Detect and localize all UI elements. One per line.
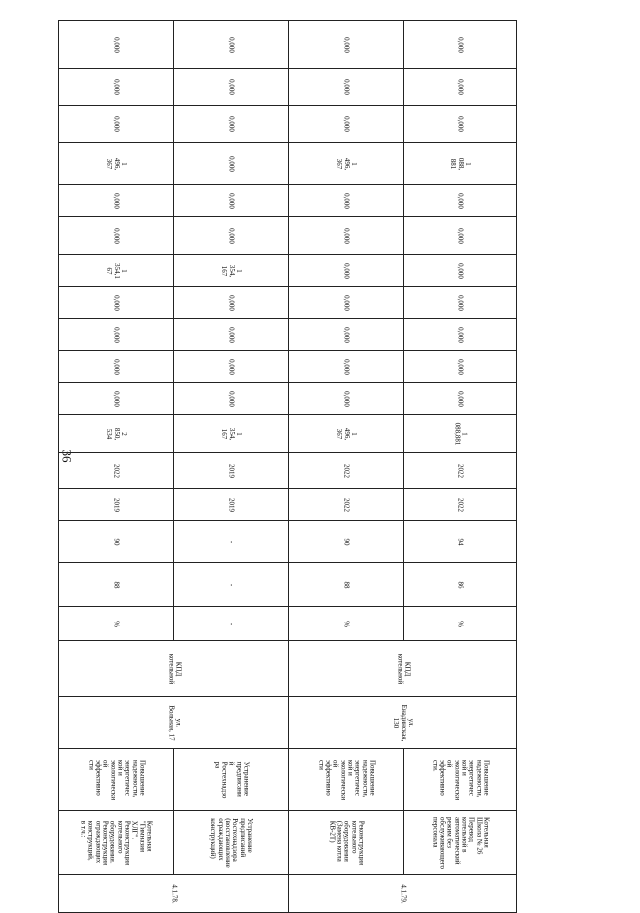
cell: 0,000 — [174, 217, 289, 255]
cell: 0,000 — [59, 319, 174, 351]
cell: 0,000 — [174, 143, 289, 185]
year-end-cell: 2022 — [59, 453, 174, 489]
cell: 0,000 — [59, 21, 174, 69]
object-cell: Реконструкция котельного оборудования (Замена котла КВ-2Т) — [289, 811, 404, 875]
cell: 0,000 — [404, 106, 517, 143]
event-cell: Повышение надежности, энергетичес кой и экологически ой эффективно сти — [289, 749, 404, 811]
year-end-cell: 2022 — [289, 453, 404, 489]
cell: 0,000 — [289, 319, 404, 351]
cell: 0,000 — [404, 255, 517, 287]
cell: 0,000 — [289, 287, 404, 319]
unit-cell: % — [289, 607, 404, 641]
indicator-cell: КПД котельной — [59, 641, 289, 697]
cell: 1 496, 367 — [289, 143, 404, 185]
page-number: 36 — [59, 449, 75, 463]
cell: 0,000 — [289, 383, 404, 415]
object-cell: Устранение предписаний Ростехнадзора (восстановление ограждающих конструкций) — [174, 811, 289, 875]
total-cell: 2 850, 534 — [59, 415, 174, 453]
before-cell: - — [174, 563, 289, 607]
total-cell: 1 354, 167 — [174, 415, 289, 453]
after-cell: - — [174, 521, 289, 563]
row-number-cell: 4.1.79. — [289, 875, 517, 913]
cell: 0,000 — [404, 185, 517, 217]
event-cell: Повышение надежности, энергетичес кой и экологически ой эффективно сти. — [404, 749, 517, 811]
unit-cell: - — [174, 607, 289, 641]
cell: 0,000 — [404, 217, 517, 255]
cell: 0,000 — [174, 351, 289, 383]
after-cell: 94 — [404, 521, 517, 563]
cell: 0,000 — [289, 106, 404, 143]
event-cell: Повышение надежности, энергетичес кой и экологически ой эффективно сти — [59, 749, 174, 811]
after-cell: 90 — [289, 521, 404, 563]
cell: 0,000 — [59, 287, 174, 319]
cell: 0,000 — [174, 287, 289, 319]
after-cell: 90 — [59, 521, 174, 563]
cell: 1 354, 167 — [174, 255, 289, 287]
cell: 0,000 — [404, 21, 517, 69]
cell: 1 496, 367 — [59, 143, 174, 185]
object-cell: Котельная Школа № 26 Перевод котельной в автоматический режим без обслуживающего персонала — [404, 811, 517, 875]
before-cell: 88 — [289, 563, 404, 607]
total-cell: 1 496, 367 — [289, 415, 404, 453]
cell: 0,000 — [404, 351, 517, 383]
year-start-cell: 2019 — [59, 489, 174, 521]
before-cell: 88 — [59, 563, 174, 607]
unit-cell: % — [404, 607, 517, 641]
cell: 0,000 — [404, 287, 517, 319]
total-cell: 1 088,881 — [404, 415, 517, 453]
address-cell: ул. Енадинская, 130 — [289, 697, 517, 749]
before-cell: 86 — [404, 563, 517, 607]
cell: 0,000 — [59, 185, 174, 217]
cell: 0,000 — [59, 217, 174, 255]
cell: 0,000 — [289, 351, 404, 383]
cell: 1 088, 881 — [404, 143, 517, 185]
indicator-cell: КПД котельной — [289, 641, 517, 697]
cell: 0,000 — [404, 69, 517, 106]
cell: 0,000 — [174, 383, 289, 415]
cell: 0,000 — [404, 319, 517, 351]
cell: 0,000 — [174, 185, 289, 217]
cell: 0,000 — [59, 351, 174, 383]
cell: 0,000 — [59, 69, 174, 106]
investment-table — [58, 20, 516, 904]
row-number-cell: 4.1.78. — [59, 875, 289, 913]
cell: 0,000 — [59, 106, 174, 143]
year-start-cell: 2022 — [404, 489, 517, 521]
year-start-cell: 2022 — [289, 489, 404, 521]
cell: 0,000 — [174, 106, 289, 143]
cell: 0,000 — [289, 69, 404, 106]
year-end-cell: 2022 — [404, 453, 517, 489]
cell: 0,000 — [59, 383, 174, 415]
unit-cell: % — [59, 607, 174, 641]
year-start-cell: 2019 — [174, 489, 289, 521]
cell: 0,000 — [174, 319, 289, 351]
event-cell: Устранение предписани й Ростехнадзо ра — [174, 749, 289, 811]
cell: 0,000 — [289, 217, 404, 255]
cell: 0,000 — [289, 185, 404, 217]
cell: 0,000 — [174, 21, 289, 69]
cell: 1 354,1 67 — [59, 255, 174, 287]
cell: 0,000 — [289, 255, 404, 287]
cell: 0,000 — [174, 69, 289, 106]
year-end-cell: 2019 — [174, 453, 289, 489]
object-cell: Котельная "Гимназия ХЛГ". Реконструкция котельного оборудования. Реконструкция ограждающих конструкций, в т.ч.: — [59, 811, 174, 875]
cell: 0,000 — [404, 383, 517, 415]
address-cell: ул. Вольная, 17 — [59, 697, 289, 749]
cell: 0,000 — [289, 21, 404, 69]
